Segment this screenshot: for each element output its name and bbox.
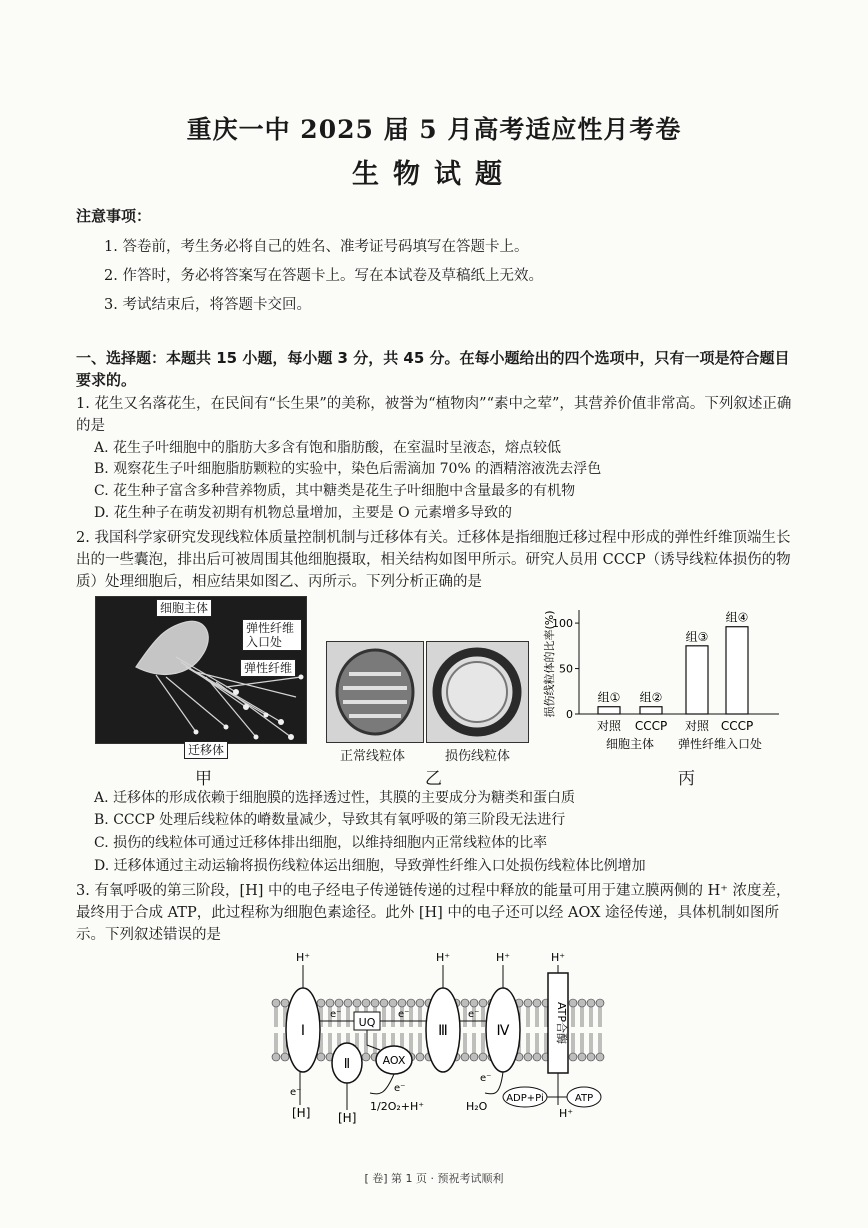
phospholipid-head [524,999,532,1007]
bar [598,707,620,714]
phospholipid-head [479,1053,487,1061]
phospholipid-head [416,999,424,1007]
y-axis-label: 损伤线粒体的比率(%) [543,610,556,718]
question-2-option-c: C. 损伤的线粒体可通过迁移体排出细胞，以维持细胞内正常线粒体的比率 [94,835,548,851]
question-2-option-d: D. 迁移体通过主动运输将损伤线粒体运出细胞，导致弹性纤维入口处损伤线粒体比例增加 [94,858,646,874]
figure-bing-name: 丙 [678,769,695,789]
label-cell-body: 细胞主体 [156,599,212,617]
question-1-option-b: B. 观察花生子叶细胞脂肪颗粒的实验中，染色后需滴加 70% 的酒精溶液洗去浮色 [94,461,602,477]
phospholipid-tail [590,1033,592,1053]
label-elastic-fiber: 弹性纤维 [240,659,296,677]
hplus-1: H⁺ [295,951,311,964]
phospholipid-tail [383,1007,385,1027]
y-tick-label: 100 [552,617,573,631]
phospholipid-tail [482,1033,484,1053]
phospholipid-head [398,999,406,1007]
bar [640,707,662,714]
bar-label: 组④ [725,610,749,625]
phospholipid-tail [545,1033,547,1053]
group-label: 弹性纤维入口处 [677,737,763,751]
bar [726,627,748,714]
phospholipid-head [596,1053,604,1061]
phospholipid-head [524,1053,532,1061]
phospholipid-tail [464,1007,466,1027]
phospholipid-tail [464,1033,466,1053]
phospholipid-head [380,999,388,1007]
caption-damaged-mito: 损伤线粒体 [445,749,511,764]
question-2-stem: 2. 我国科学家研究发现线粒体质量控制机制与迁移体有关。迁移体是指细胞迁移过程中形成的弹性纤维顶端生长出的一些囊泡，排出后可被周围其他细胞摄取，相关结构如图甲所示。研究人员用 CCCP（诱导线粒体损伤的物质）处理细胞后，相应结果如图乙、丙所示。下列分析正确的是 [76,530,791,590]
phospholipid-tail [347,1007,349,1027]
figure-bing-chart [535,598,785,762]
phospholipid-head [344,999,352,1007]
notice-item-3: 3. 考试结束后，将答题卡交回。 [104,297,311,313]
phospholipid-tail [410,1007,412,1027]
complex-2-label: Ⅱ [343,1057,351,1072]
complex-3-label: Ⅲ [438,1023,448,1039]
phospholipid-head [335,999,343,1007]
electron-transport-diagram [270,945,610,1125]
atp-label: ATP [574,1093,594,1104]
uq-label: UQ [358,1016,376,1029]
question-3-stem: 3. 有氧呼吸的第三阶段，[H] 中的电子经电子传递链传递的过程中释放的能量可用于建立膜两侧的 H⁺ 浓度差，最终用于合成 ATP，此过程称为细胞色素途径。此外 [H] 中的电子还可以经 AOX 途径传递，具体机制如图所示。下列叙述错误的是 [76,883,791,943]
label-fiber-entrance: 弹性纤维入口处 [242,619,302,651]
y-tick-label: 50 [559,662,573,676]
phospholipid-tail [572,1007,574,1027]
section-heading: 一、选择题：本题共 15 小题，每小题 3 分，共 45 分。在每小题给出的四个选项中，只有一项是符合题目要求的。 [76,349,790,389]
phospholipid-head [470,1053,478,1061]
phospholipid-tail [599,1033,601,1053]
electron-1: e⁻ [330,1009,342,1020]
phospholipid-head [362,1053,370,1061]
phospholipid-head [326,999,334,1007]
phospholipid-head [362,999,370,1007]
y-tick-label: 0 [566,708,573,721]
phospholipid-tail [527,1007,529,1027]
phospholipid-head [578,1053,586,1061]
phospholipid-head [281,999,289,1007]
x-tick-label: 对照 [596,719,622,733]
h-donor-1: [H] [292,1106,311,1120]
phospholipid-tail [410,1033,412,1053]
phospholipid-tail [572,1033,574,1053]
phospholipid-head [587,999,595,1007]
exam-title: 重庆一中 2025 届 5 月高考适应性月考卷 [186,115,682,144]
question-1-option-a: A. 花生子叶细胞中的脂肪大多含有饱和脂肪酸，在室温时呈液态，熔点较低 [94,440,562,456]
phospholipid-tail [545,1007,547,1027]
notice-heading: 注意事项： [76,207,152,225]
phospholipid-tail [527,1033,529,1053]
phospholipid-head [272,999,280,1007]
label-migrasome: 迁移体 [184,741,228,759]
hplus-matrix: H⁺ [558,1107,574,1120]
phospholipid-tail [536,1033,538,1053]
phospholipid-tail [374,1033,376,1053]
phospholipid-head [353,999,361,1007]
exam-subtitle: 生物试题 [352,159,516,190]
hplus-atp: H⁺ [550,951,566,964]
electron-3: e⁻ [468,1009,480,1020]
phospholipid-tail [473,1033,475,1053]
phospholipid-head [479,999,487,1007]
bar-label: 组③ [685,629,709,644]
electron-6: e⁻ [480,1073,492,1084]
complex-4-label: Ⅳ [496,1023,510,1039]
bar-label: 组② [639,690,663,705]
phospholipid-head [461,999,469,1007]
phospholipid-tail [581,1033,583,1053]
phospholipid-tail [329,1033,331,1053]
electron-5: e⁻ [394,1083,406,1094]
phospholipid-head [587,1053,595,1061]
phospholipid-head [389,999,397,1007]
damaged-mitochondrion-image [426,641,529,743]
notice-item-2: 2. 作答时，务必将答案写在答题卡上。写在本试卷及草稿纸上无效。 [104,268,543,284]
phospholipid-tail [536,1007,538,1027]
oxygen-label: 1/2O₂+H⁺ [370,1100,425,1113]
normal-mitochondrion-image [326,641,424,743]
question-2-option-a: A. 迁移体的形成依赖于细胞膜的选择透过性，其膜的主要成分为糖类和蛋白质 [94,790,576,806]
figure-yi-name: 乙 [425,769,442,789]
phospholipid-head [578,999,586,1007]
atp-synthase-label: ATP合酶 [555,1001,568,1045]
figure-jia-image [95,596,307,744]
phospholipid-tail [392,1007,394,1027]
question-1-stem: 1. 花生又名落花生，在民间有“长生果”的美称，被誉为“植物肉”“素中之荤”，其营养价值非常高。下列叙述正确的是 [76,396,792,434]
phospholipid-head [470,999,478,1007]
phospholipid-head [533,999,541,1007]
electron-4: e⁻ [290,1087,302,1098]
phospholipid-head [272,1053,280,1061]
question-2-option-b: B. CCCP 处理后线粒体的嵴数量减少，导致其有氧呼吸的第三阶段无法进行 [94,812,566,828]
phospholipid-tail [419,1033,421,1053]
phospholipid-tail [599,1007,601,1027]
phospholipid-head [533,1053,541,1061]
phospholipid-head [596,999,604,1007]
phospholipid-head [317,1053,325,1061]
phospholipid-tail [275,1033,277,1053]
electron-2: e⁻ [398,1009,410,1020]
phospholipid-head [461,1053,469,1061]
phospholipid-head [416,1053,424,1061]
x-tick-label: CCCP [634,719,668,733]
phospholipid-tail [275,1007,277,1027]
phospholipid-tail [581,1007,583,1027]
phospholipid-tail [482,1007,484,1027]
bar [686,646,708,714]
water-label: H₂O [466,1100,488,1113]
phospholipid-head [371,999,379,1007]
group-label: 细胞主体 [605,737,655,751]
x-tick-label: 对照 [684,719,710,733]
phospholipid-head [317,999,325,1007]
x-tick-label: CCCP [720,719,754,733]
hplus-4: H⁺ [495,951,511,964]
hplus-3: H⁺ [435,951,451,964]
complex-1-label: Ⅰ [300,1023,306,1039]
phospholipid-head [281,1053,289,1061]
question-1-option-c: C. 花生种子富含多种营养物质，其中糖类是花生子叶细胞中含量最多的有机物 [94,483,576,499]
notice-item-1: 1. 答卷前，考生务必将自己的姓名、准考证号码填写在答题卡上。 [104,239,529,255]
aox-label: AOX [382,1054,406,1067]
phospholipid-tail [590,1007,592,1027]
phospholipid-tail [419,1007,421,1027]
caption-normal-mito: 正常线粒体 [340,749,406,764]
page-footer: [ 卷] 第 1 页 · 预祝考试顺利 [364,1172,504,1185]
question-1-option-d: D. 花生种子在萌发初期有机物总量增加，主要是 O 元素增多导致的 [94,505,513,521]
phospholipid-head [407,999,415,1007]
figure-jia-name: 甲 [195,769,212,789]
h-donor-2: [H] [338,1111,357,1125]
phospholipid-head [569,999,577,1007]
phospholipid-head [569,1053,577,1061]
bar-label: 组① [597,690,621,705]
adp-label: ADP+Pi [506,1093,544,1104]
